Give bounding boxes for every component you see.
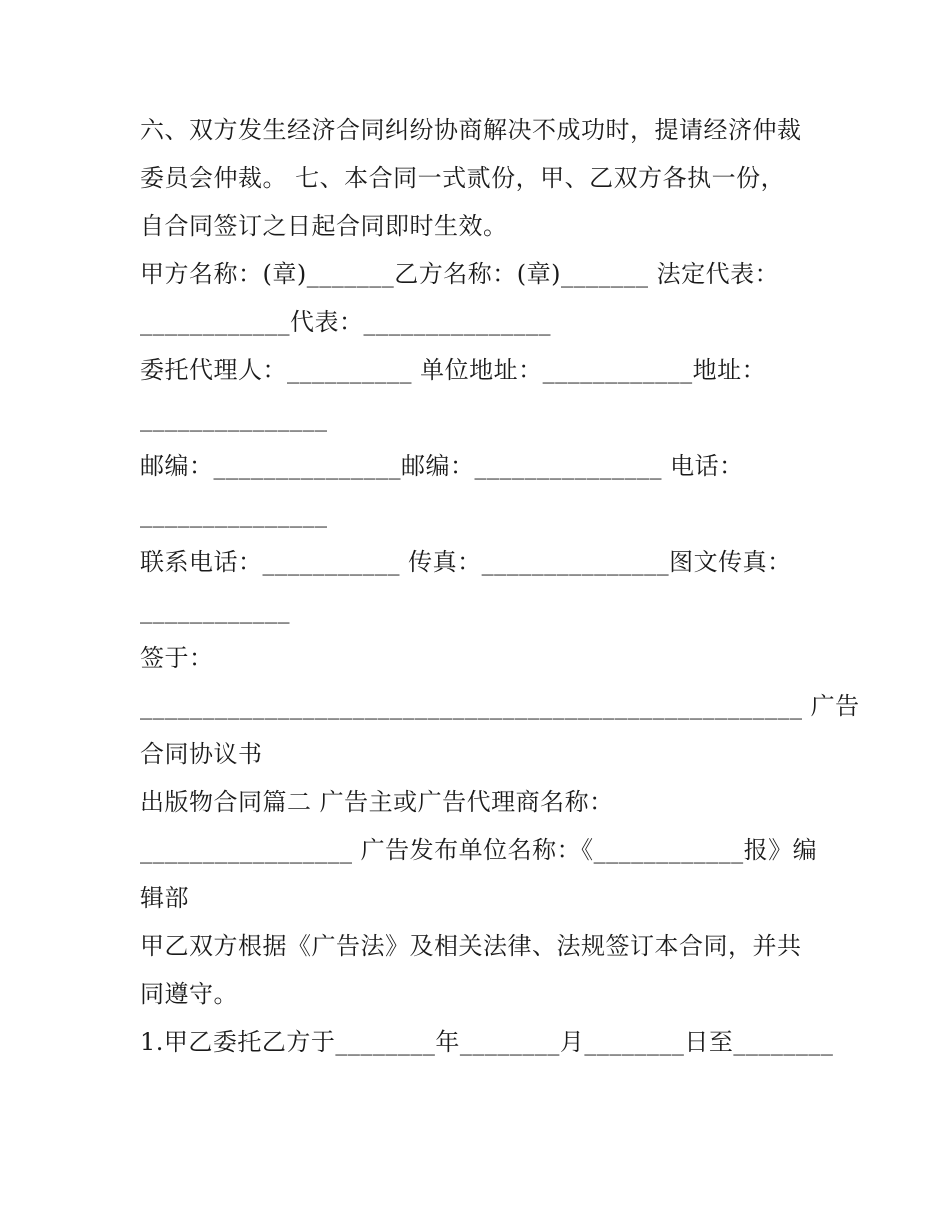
text-line: 同遵守。 [140,980,238,1008]
text-line: 1.甲乙委托乙方于________年________月________日至________ [140,1028,834,1056]
text-line: 委托代理人：__________ 单位地址：____________地址： [140,356,767,384]
text-line: 甲乙双方根据《广告法》及相关法律、法规签订本合同，并共 [140,932,802,960]
text-line: ____________代表：_______________ [140,308,551,336]
text-line: 合同协议书 [140,740,263,768]
text-line: 甲方名称：(章)_______乙方名称：(章)_______ 法定代表： [140,260,780,288]
text-line: _______________ [140,500,328,528]
text-line: _______________ [140,404,328,432]
text-line: 委员会仲裁。 七、本合同一式贰份，甲、乙双方各执一份， [140,164,786,192]
text-line: 六、双方发生经济合同纠纷协商解决不成功时，提请经济仲裁 [140,116,802,144]
text-line: 辑部 [140,884,189,912]
text-line: _________________ 广告发布单位名称：《____________报》编 [140,836,818,864]
text-line: _____________________________________________________ 广告 [140,692,860,720]
contract-text [140,106,860,1066]
text-line: 自合同签订之日起合同即时生效。 [140,212,508,240]
text-line: 邮编：_______________邮编：_______________ 电话： [140,452,744,480]
text-line: 出版物合同篇二 广告主或广告代理商名称： [140,788,614,816]
text-line: 签于： [140,644,214,672]
text-line: 联系电话：___________ 传真：_______________图文传真： [140,548,792,576]
text-line: ____________ [140,596,290,624]
